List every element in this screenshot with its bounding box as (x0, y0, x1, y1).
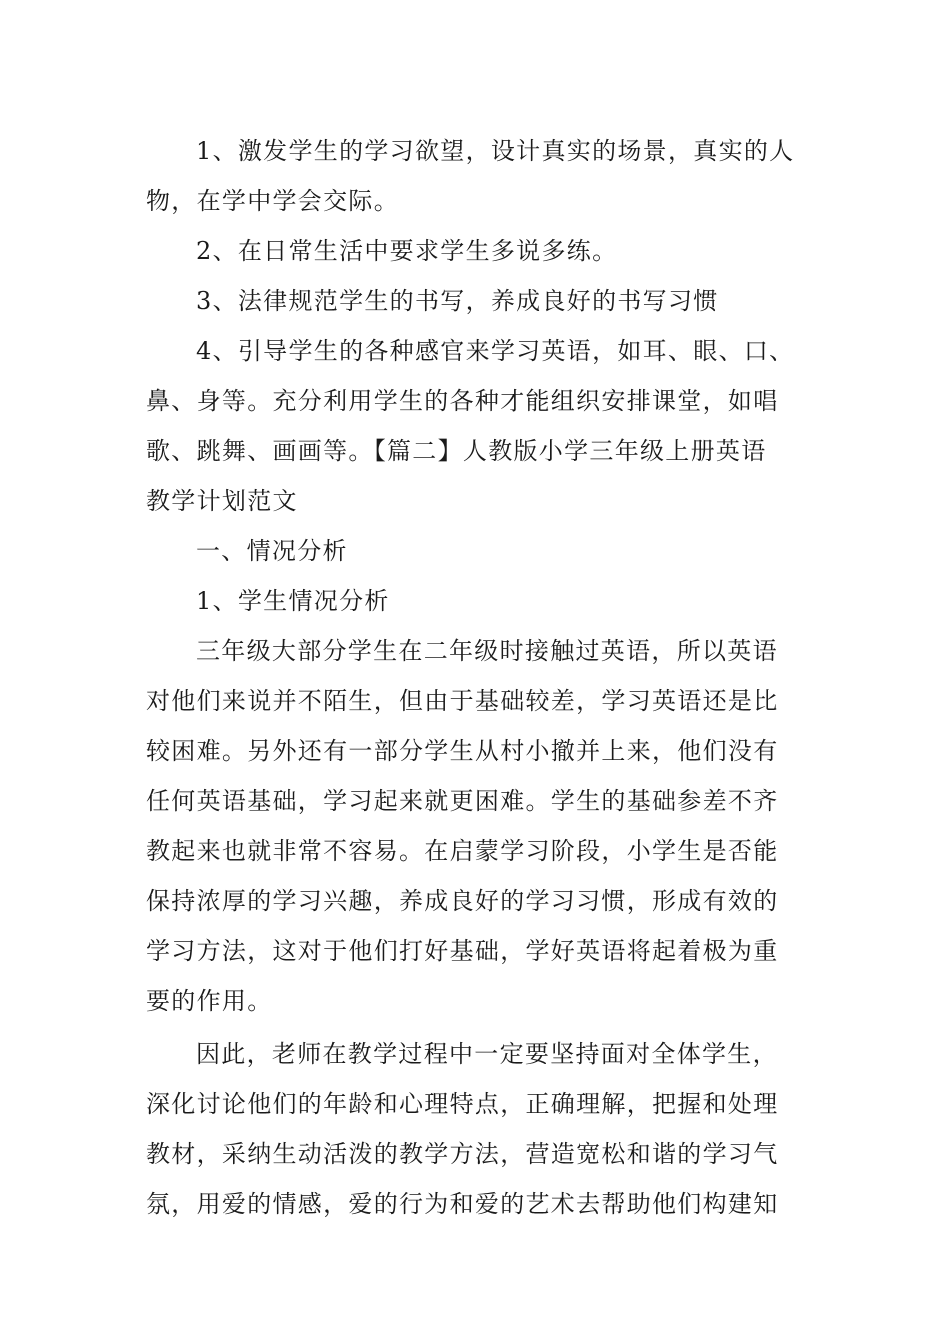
text-line: 2、在日常生活中要求学生多说多练。 (196, 237, 618, 265)
text-line: 4、引导学生的各种感官来学习英语，如耳、眼、口、 (196, 337, 795, 365)
subsection-heading: 1、学生情况分析 (196, 587, 390, 615)
text-line: 物，在学中学会交际。 (146, 187, 399, 215)
text-line: 学习方法，这对于他们打好基础，学好英语将起着极为重 (146, 937, 779, 965)
text-line: 氛，用爱的情感，爱的行为和爱的艺术去帮助他们构建知 (146, 1190, 779, 1218)
text-line: 歌、跳舞、画画等。【篇二】人教版小学三年级上册英语 (146, 437, 767, 465)
text-line: 深化讨论他们的年龄和心理特点，正确理解，把握和处理 (146, 1090, 779, 1118)
text-line: 鼻、身等。充分利用学生的各种才能组织安排课堂，如唱 (146, 387, 779, 415)
section-heading: 一、情况分析 (196, 537, 348, 565)
text-line: 保持浓厚的学习兴趣，养成良好的学习习惯，形成有效的 (146, 887, 779, 915)
text-line: 对他们来说并不陌生，但由于基础较差，学习英语还是比 (146, 687, 779, 715)
text-line: 任何英语基础，学习起来就更困难。学生的基础参差不齐 (146, 787, 779, 815)
text-line: 3、法律规范学生的书写，养成良好的书写习惯 (196, 287, 719, 315)
text-line: 教起来也就非常不容易。在启蒙学习阶段，小学生是否能 (146, 837, 779, 865)
text-line: 较困难。另外还有一部分学生从村小撤并上来，他们没有 (146, 737, 779, 765)
text-line: 三年级大部分学生在二年级时接触过英语，所以英语 (196, 637, 778, 665)
text-line: 教材，采纳生动活泼的教学方法，营造宽松和谐的学习气 (146, 1140, 779, 1168)
text-line: 1、激发学生的学习欲望，设计真实的场景，真实的人 (196, 137, 795, 165)
text-line: 教学计划范文 (146, 487, 298, 515)
text-line: 要的作用。 (146, 987, 273, 1015)
text-line: 因此，老师在教学过程中一定要坚持面对全体学生， (196, 1040, 778, 1068)
